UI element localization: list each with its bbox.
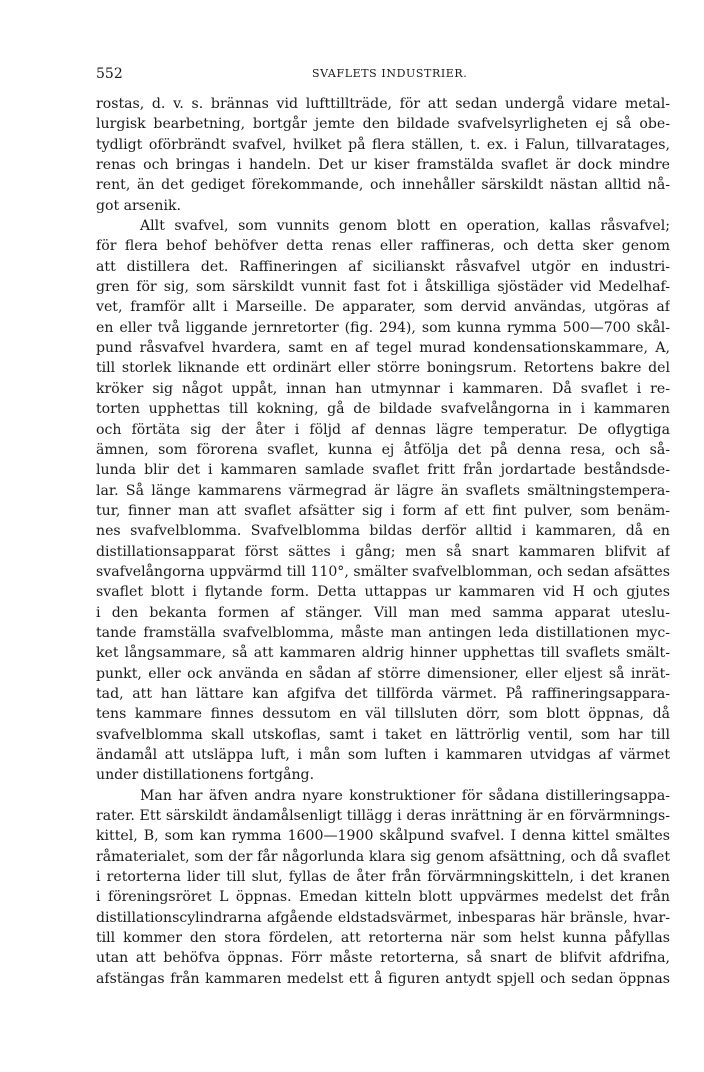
text-line: vet, framför allt i Marseille. De apparater, som dervid användas, utgöras af — [96, 299, 670, 316]
text-line: rostas, d. v. s. brännas vid lufttillträde, för att sedan undergå vidare metal- — [96, 96, 670, 112]
text-line: svafvelblomma skall utskoflas, samt i taket en lättrörlig ventil, som har till — [96, 726, 670, 743]
text-line: svafvelångorna uppvärmd till 110°, smälter svafvelblomman, och sedan afsättes — [96, 563, 670, 580]
text-line: lar. Så länge kammarens värmegrad är lägre än svaflets smältningstempera- — [96, 482, 670, 499]
page-header — [96, 66, 670, 86]
text-line: under distillationens fortgång. — [96, 767, 315, 784]
body-text — [96, 94, 670, 989]
text-line: rent, än det gediget förekommande, och innehåller särskildt nästan alltid nå- — [96, 177, 670, 194]
text-line: till kommer den stora fördelen, att retorterna när som helst kunna påfyllas — [96, 930, 670, 947]
text-line: för flera behof behöfver detta renas eller raffineras, och detta sker genom — [96, 238, 670, 255]
text-line: kittel, B, som kan rymma 1600—1900 skålpund svafvel. I denna kittel smältes — [96, 828, 670, 845]
text-line: gren för sig, som särskildt vunnit fast fot i åtskilliga sjöstäder vid Medelhaf- — [96, 279, 670, 296]
text-line: en eller två liggande jernretorter (fig. 294), som kunna rymma 500—700 skål- — [96, 319, 670, 336]
text-line: utan att behöfva öppnas. Förr måste retorterna, så snart de blifvit afdrifna, — [96, 950, 670, 967]
text-line: afstängas från kammaren medelst ett å figuren antydt spjell och sedan öppnas — [96, 970, 670, 987]
text-line: nes svafvelblomma. Svafvelblomma bildas derför alltid i kammaren, då en — [96, 523, 670, 540]
text-line: punkt, eller ock använda en sådan af större dimensioner, eller eljest så inrät- — [96, 665, 670, 682]
text-line: att distillera det. Raffineringen af sicilianskt råsvafvel utgör en industri- — [96, 258, 670, 275]
text-line: kröker sig något uppåt, innan han utmynnar i kammaren. Då svaflet i re- — [96, 380, 670, 397]
text-line: råmaterialet, som der får någorlunda klara sig genom afsättning, och då svaflet — [96, 848, 670, 865]
text-line: ket långsammare, så att kammaren aldrig hinner upphettas till svaflets smält- — [96, 645, 670, 662]
text-line: tad, att han lättare kan afgifva det tillförda värmet. På raffineringsappara- — [96, 685, 670, 702]
running-head: SVAFLETS INDUSTRIER. — [312, 67, 468, 80]
text-line: Allt svafvel, som vunnits genom blott en operation, kallas råsvafvel; — [140, 218, 670, 235]
text-line: lurgisk bearbetning, bortgår jemte den bildade svafvelsyrligheten ej så obe- — [96, 116, 670, 133]
text-line: i den bekanta formen af stänger. Vill man med samma apparat uteslu- — [96, 604, 670, 621]
text-line: tur, finner man att svaflet afsätter sig i form af ett fint pulver, som benäm- — [96, 502, 670, 519]
text-line: ändamål att utsläppa luft, i mån som luften i kammaren utvidgas af värmet — [96, 747, 670, 763]
text-line: tande framställa svafvelblomma, måste man antingen leda distillationen myc- — [96, 624, 670, 641]
text-line: och förtäta sig der åter i följd af dennas lägre temperatur. De oflygtiga — [96, 421, 670, 438]
text-line: lunda blir det i kammaren samlade svaflet fritt från jordartade beståndsde- — [96, 462, 670, 479]
text-line: distillationsapparat först sättes i gång; men så snart kammaren blifvit af — [96, 543, 670, 560]
text-line: rater. Ett särskildt ändamålsenligt tillägg i deras inrättning är en förvärmnings- — [96, 808, 670, 825]
text-line: distillationscylindrarna afgående eldstadsvärmet, inbesparas här bränsle, hvar- — [96, 909, 670, 926]
page-number: 552 — [96, 66, 123, 82]
text-line: tydligt oförbrändt svafvel, hvilket på flera ställen, t. ex. i Falun, tillvaratages, — [96, 136, 670, 153]
text-line: svaflet blott i flytande form. Detta uttappas ur kammaren vid H och gjutes — [96, 584, 670, 601]
text-line: renas och bringas i handeln. Det ur kiser framstälda svaflet är dock mindre — [96, 157, 670, 174]
text-line: i retorterna lider till slut, fyllas de åter från förvärmningskitteln, i det kranen — [96, 869, 670, 886]
text-line: ämnen, som förorena svaflet, kunna ej åtfölja det på denna resa, och så- — [96, 441, 670, 458]
text-line: pund råsvafvel hvardera, samt en af tegel murad kondensationskammare, A, — [96, 340, 670, 357]
text-line: i föreningsröret L öppnas. Emedan kitteln blott uppvärmes medelst det från — [96, 889, 670, 906]
text-line: torten upphettas till kokning, gå de bildade svafvelångorna in i kammaren — [96, 401, 670, 418]
text-line: Man har äfven andra nyare konstruktioner för sådana distilleringsappa- — [140, 787, 670, 804]
text-line: tens kammare finnes dessutom en väl tillsluten dörr, som blott öppnas, då — [96, 706, 670, 723]
text-line: got arsenik. — [96, 197, 181, 214]
text-line: till storlek liknande ett ordinärt eller större boningsrum. Retortens bakre del — [96, 360, 670, 377]
